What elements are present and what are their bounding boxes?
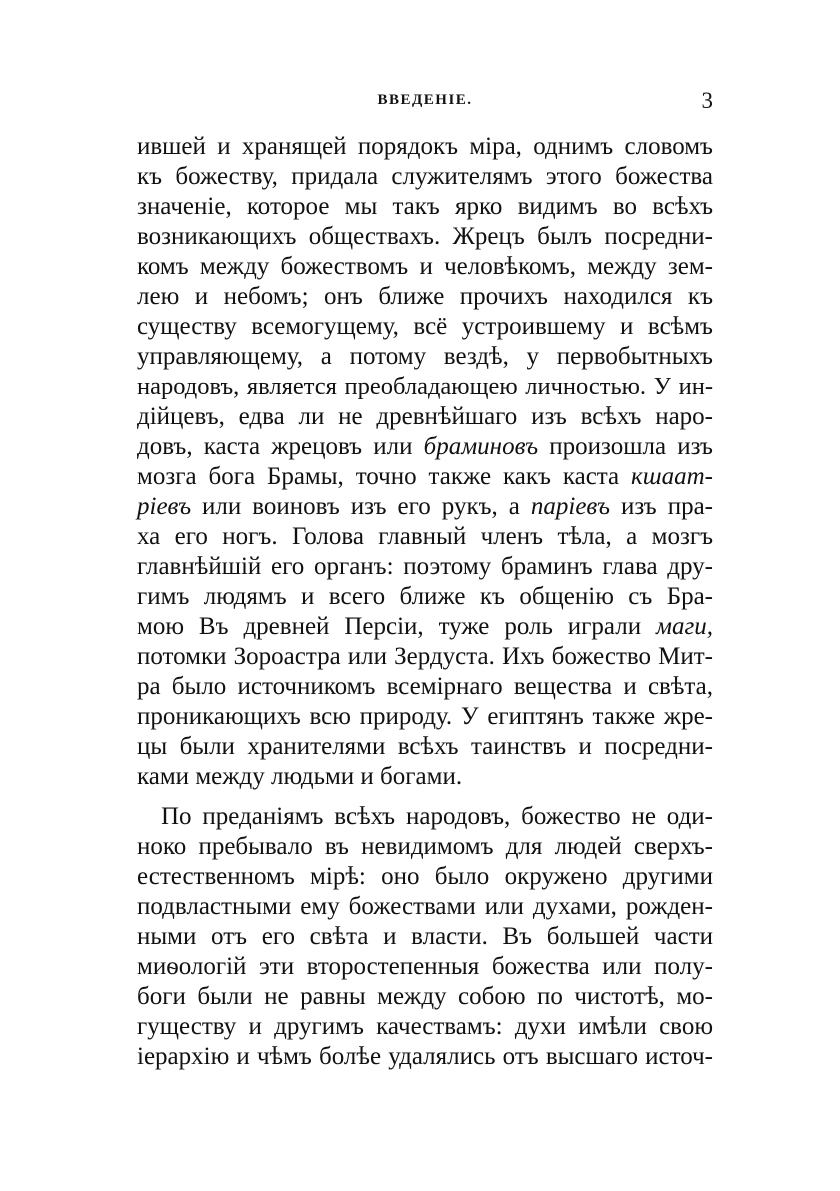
text-line: іерархію и чѣмъ болѣе удалялись отъ высшаго источ-: [137, 1043, 713, 1070]
text-run: мою Въ древней Персіи, туже роль играли: [137, 613, 657, 640]
text-run: произошла изъ: [538, 433, 713, 460]
text-run: довъ, каста жрецовъ или: [137, 433, 424, 460]
text-line: [137, 492, 713, 522]
text-line: [137, 432, 713, 462]
text-line: ными отъ его свѣта и власти. Въ большей части: [137, 923, 713, 950]
text-line: ноко пребывало въ невидимомъ для людей сверхъ-: [137, 833, 713, 860]
text-run: мозга бога Брамы, точно также какъ каста: [137, 463, 632, 490]
text-line: гуществу и другимъ качествамъ: духи имѣли свою: [137, 1013, 713, 1040]
text-line: потомки Зороастра или Зердуста. Ихъ божество Мит-: [137, 643, 713, 670]
text-line: лею и небомъ; онъ ближе прочихъ находился къ: [137, 283, 713, 310]
text-line: ра было источникомъ всемірнаго вещества и свѣта,: [137, 673, 713, 700]
text-line: По преданіямъ всѣхъ народовъ, божество не оди-: [161, 803, 713, 830]
text-line: существу всемогущему, всё устроившему и всѣмъ: [137, 313, 713, 340]
italic-term-magi: маги,: [656, 613, 713, 640]
text-line: цы были хранителями всѣхъ таинствъ и посредни-: [137, 733, 713, 760]
text-line: ившей и хранящей порядокъ міра, однимъ словомъ: [137, 133, 713, 160]
italic-term-kshaatriev: кшаат-: [631, 463, 713, 490]
text-run: изъ пра-: [609, 493, 713, 520]
paragraph-1: [137, 132, 713, 792]
text-line: комъ между божествомъ и человѣкомъ, между зем-: [137, 253, 713, 280]
italic-term-pariev: паріевъ: [530, 493, 610, 520]
text-line: возникающихъ обществахъ. Жрецъ былъ посредни-: [137, 223, 713, 250]
text-line: главнѣйшій его органъ: поэтому браминъ глава дру-: [137, 553, 713, 580]
text-line: естественномъ мірѣ: оно было окружено другими: [137, 863, 713, 890]
running-title: ВВЕДЕНІЕ.: [377, 92, 473, 108]
text-line: ха его ногъ. Голова главный членъ тѣла, а мозгъ: [137, 523, 713, 550]
running-head: [137, 88, 713, 118]
text-line: проникающихъ всю природу. У египтянъ также жре-: [137, 703, 713, 730]
text-line: [137, 462, 713, 492]
text-line: гимъ людямъ и всего ближе къ общенію съ Бра-: [137, 583, 713, 610]
text-line: дійцевъ, едва ли не древнѣйшаго изъ всѣхъ наро-: [137, 403, 713, 430]
text-line: боги были не равны между собою по чистотѣ, мо-: [137, 983, 713, 1010]
text-line: ками между людьми и богами.: [137, 763, 463, 790]
text-line: миѳологій эти второстепенныя божества или полу-: [137, 953, 713, 980]
italic-term-braminov: браминовъ: [423, 433, 539, 460]
text-line: къ божеству, придала служителямъ этого божества: [137, 163, 713, 190]
text-line: [137, 612, 713, 642]
text-line: значеніе, которое мы такъ ярко видимъ во всѣхъ: [137, 193, 713, 220]
paragraph-2: [137, 802, 713, 1072]
text-line: подвластными ему божествами или духами, рожден-: [137, 893, 713, 920]
text-line: управляющему, а потому вездѣ, у первобытныхъ: [137, 343, 713, 370]
paragraph-gap: [137, 792, 713, 802]
text-line: народовъ, является преобладающею личностью. У ин-: [137, 373, 713, 400]
body-text: [137, 132, 713, 1072]
italic-term-kshaatriev-cont: ріевъ: [137, 493, 192, 520]
text-run: или воиновъ изъ его рукъ, а: [191, 493, 531, 520]
page-number: 3: [701, 88, 713, 113]
